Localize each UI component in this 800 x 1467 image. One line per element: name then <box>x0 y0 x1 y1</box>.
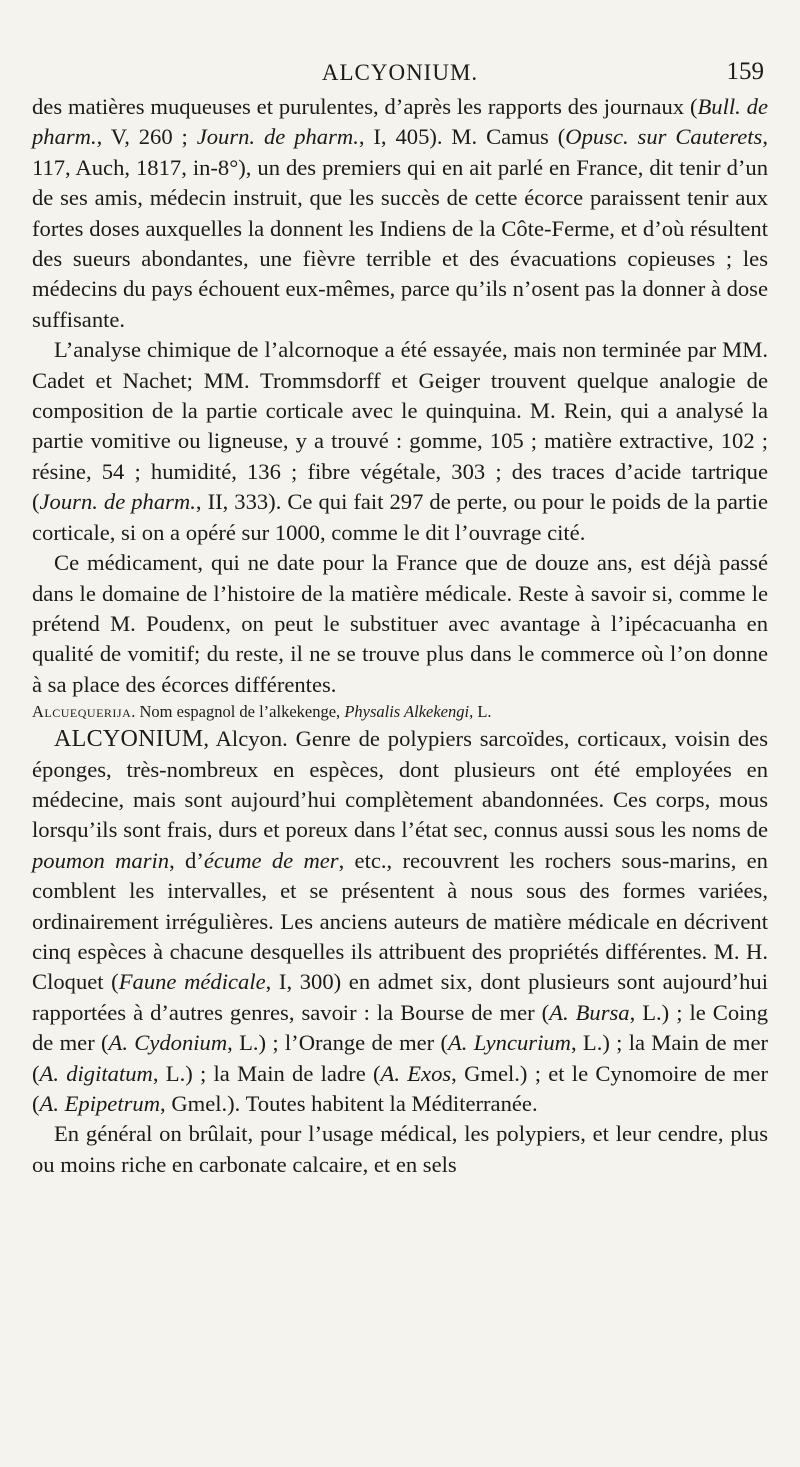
text-run: des matières muqueuses et purulentes, d’après les rapports des journaux ( <box>32 94 698 119</box>
page-number: 159 <box>726 58 764 85</box>
italic-citation: A. Cydonium <box>108 1030 228 1056</box>
entry-headword: ALCYONIUM <box>54 726 204 753</box>
text-run: , L.) ; l’Orange de mer ( <box>227 1030 448 1056</box>
body-text <box>32 92 768 1180</box>
italic-citation: A. Bursa <box>549 999 630 1025</box>
italic-citation: Physalis Alkekengi <box>344 702 470 722</box>
text-run: , L.) ; la Main de ladre ( <box>152 1060 381 1086</box>
text-run: En général on brûlait, pour l’usage médical, les polypiers, et leur cendre, plus ou moins riche en carbonate calcaire, et en sels <box>32 1121 768 1177</box>
text-run: , L.) ; le Coing de mer ( <box>32 999 768 1056</box>
running-title: ALCYONIUM. <box>321 60 479 85</box>
text-run: , d’ <box>169 847 204 873</box>
paragraph-usage <box>32 1119 768 1180</box>
text-run: L’analyse chimique de l’alcornoque a été essayée, mais non terminée par MM. Cadet et Nachet; MM. Trommsdorff et Geiger trouvent quelque analogie de composition de la partie corticale avec le quinquina. M. Rein, qui a analysé la partie vomitive ou ligneuse, y a trouvé : gomme, 105 ; matière extractive, 102 ; résine, 54 ; humidité, 136 ; fibre végétale, 303 ; des traces d’acide tartrique ( <box>32 337 768 515</box>
italic-citation: A. Exos <box>380 1060 452 1086</box>
italic-citation: écume de mer <box>203 847 339 873</box>
text-run: , V, 260 ; <box>96 124 197 150</box>
paragraph-medicament-history <box>32 548 768 700</box>
text-run: , 117, Auch, 1817, in-8°), un des premiers qui en ait parlé en France, dit tenir d’un de ses amis, médecin instruit, que les succès de cette écorce paraissent tenir aux fortes doses auxquelles la donnent les Indiens de la Côte-Ferme, et d’où résultent des sueurs abondantes, une fièvre terrible et des évacuations copieuses ; les médecins du pays échouent eux-mêmes, parce qu’ils n’osent pas la donner à dose suffisante. <box>32 124 768 332</box>
text-run: . Nom espagnol de l’alkekenge, <box>131 702 345 722</box>
italic-citation: Bull. de pharm. <box>32 94 769 150</box>
italic-citation: A. Lyncurium <box>448 1030 571 1056</box>
italic-citation: Journ. de pharm. <box>196 124 359 150</box>
entry-alcyonium <box>32 724 768 1119</box>
text-run: , II, 333). Ce qui fait 297 de perte, ou pour le poids de la partie corticale, si on a opéré sur 1000, comme le dit l’ouvrage cité. <box>32 489 768 545</box>
italic-citation: A. Epipetrum <box>39 1091 161 1116</box>
text-run: , I, 300) en admet six, dont plusieurs sont aujourd’hui rapportées à d’autres genres, savoir : la Bourse de mer ( <box>32 969 769 1025</box>
text-run: , Alcyon. Genre de polypiers sarcoïdes, corticaux, voisin des éponges, très-nombreux en espèces, dont plusieurs ont été employées en médecine, mais sont aujourd’hui complètement abandonnées. Ces corps, mous lorsqu’ils sont frais, durs et poreux dans l’état sec, connus aussi sous les noms de <box>32 726 768 843</box>
italic-citation: Journ. de pharm. <box>39 489 196 515</box>
italic-citation: Opusc. sur Cauterets <box>565 124 763 150</box>
text-run: , etc., recouvrent les rochers sous-marins, en comblent les intervalles, et se présentent à nous sous des formes variées, ordinairement irrégulières. Les anciens auteurs de matière médicale en décrivent cinq espèces à chacune desquelles ils attribuent des propriétés différentes. M. H. Cloquet ( <box>32 847 768 995</box>
entry-term: Alcuequerija <box>32 702 132 722</box>
italic-citation: Faune médicale <box>118 969 266 995</box>
text-run: Ce médicament, qui ne date pour la France que de douze ans, est déjà passé dans le domaine de l’histoire de la matière médicale. Reste à savoir si, comme le prétend M. Poudenx, on peut le substituer avec avantage à l’ipécacuanha en qualité de vomitif; du reste, il ne se trouve plus dans le commerce où l’on donne à sa place des écorces différentes. <box>32 550 768 697</box>
paragraph-continuation <box>32 92 768 335</box>
entry-alcuequerija <box>32 700 768 724</box>
text-run: , L. <box>469 702 492 722</box>
paragraph-chemical-analysis <box>32 335 768 548</box>
text-run: , Gmel.) ; et le Cynomoire de mer ( <box>32 1060 768 1116</box>
running-head <box>32 58 768 92</box>
italic-citation: A. digitatum <box>39 1060 153 1086</box>
text-run: , Gmel.). Toutes habitent la Méditerranée. <box>160 1091 538 1116</box>
italic-citation: poumon marin <box>32 847 170 873</box>
text-run: , I, 405). M. Camus ( <box>358 124 566 150</box>
text-run: , L.) ; la Main de mer ( <box>32 1030 768 1086</box>
